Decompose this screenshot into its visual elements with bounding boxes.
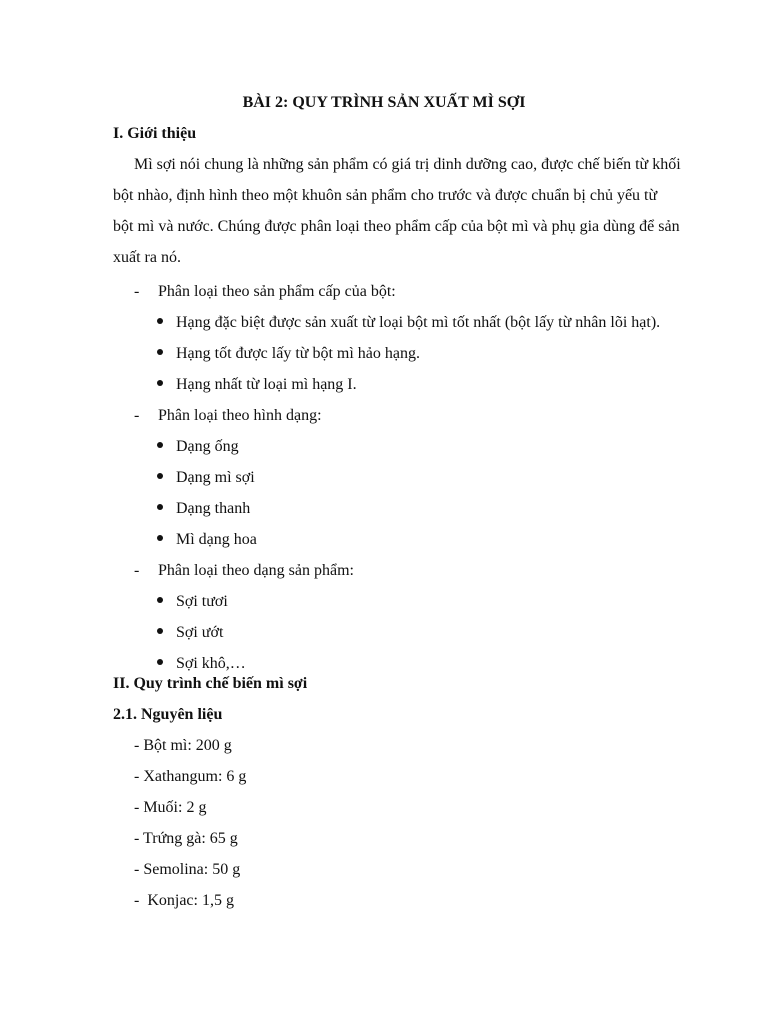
intro-line: Mì sợi nói chung là những sản phẩm có giá trị dinh dưỡng cao, được chế biến từ khối bbox=[134, 156, 681, 173]
list-item bbox=[157, 499, 250, 519]
list-item-text: Dạng mì sợi bbox=[176, 469, 255, 486]
list-item bbox=[157, 654, 246, 674]
list-item-text: Hạng nhất từ loại mì hạng I. bbox=[176, 376, 357, 393]
ingredient-item: - Xathangum: 6 g bbox=[134, 768, 247, 785]
list-item bbox=[157, 530, 257, 550]
dash-marker: - bbox=[134, 562, 140, 579]
bullet-icon bbox=[157, 442, 163, 448]
page-title: BÀI 2: QUY TRÌNH SẢN XUẤT MÌ SỢI bbox=[242, 94, 526, 111]
list-item bbox=[157, 313, 660, 333]
ingredient-item: - Trứng gà: 65 g bbox=[134, 830, 238, 847]
intro-line: bột nhào, định hình theo một khuôn sản phẩm cho trước và được chuẩn bị chủ yếu từ bbox=[113, 187, 658, 204]
list-item bbox=[157, 437, 239, 457]
ingredient-item: - Konjac: 1,5 g bbox=[134, 892, 234, 909]
bullet-icon bbox=[157, 628, 163, 634]
list-item-text: Dạng thanh bbox=[176, 500, 251, 517]
list-item-text: Sợi khô,… bbox=[176, 655, 246, 672]
bullet-icon bbox=[157, 380, 163, 386]
subsection-heading: 2.1. Nguyên liệu bbox=[113, 706, 223, 723]
list-item bbox=[157, 344, 420, 364]
bullet-icon bbox=[157, 473, 163, 479]
classification-group bbox=[134, 561, 354, 581]
bullet-icon bbox=[157, 535, 163, 541]
list-item bbox=[157, 375, 357, 395]
section-2-heading: II. Quy trình chế biến mì sợi bbox=[113, 675, 308, 692]
ingredient-item: - Muối: 2 g bbox=[134, 799, 207, 816]
bullet-icon bbox=[157, 659, 163, 665]
list-item-text: Sợi ướt bbox=[176, 624, 224, 641]
group-label: Phân loại theo hình dạng: bbox=[158, 407, 322, 424]
bullet-icon bbox=[157, 597, 163, 603]
list-item-text: Dạng ống bbox=[176, 438, 239, 455]
list-item-text: Hạng tốt được lấy từ bột mì hảo hạng. bbox=[176, 345, 420, 362]
ingredient-item: - Bột mì: 200 g bbox=[134, 737, 232, 754]
list-item-text: Sợi tươi bbox=[176, 593, 228, 610]
list-item bbox=[157, 623, 223, 643]
bullet-icon bbox=[157, 349, 163, 355]
list-item bbox=[157, 592, 228, 612]
bullet-icon bbox=[157, 318, 163, 324]
list-item bbox=[157, 468, 255, 488]
classification-group bbox=[134, 406, 322, 426]
group-label: Phân loại theo sản phẩm cấp của bột: bbox=[158, 283, 396, 300]
dash-marker: - bbox=[134, 407, 140, 424]
group-label: Phân loại theo dạng sản phẩm: bbox=[158, 562, 354, 579]
section-1-heading: I. Giới thiệu bbox=[113, 125, 197, 142]
intro-line: xuất ra nó. bbox=[113, 249, 181, 266]
bullet-icon bbox=[157, 504, 163, 510]
list-item-text: Hạng đặc biệt được sản xuất từ loại bột mì tốt nhất (bột lấy từ nhân lõi hạt). bbox=[176, 314, 661, 331]
list-item-text: Mì dạng hoa bbox=[176, 531, 257, 548]
classification-group bbox=[134, 282, 396, 302]
intro-line: bột mì và nước. Chúng được phân loại theo phẩm cấp của bột mì và phụ gia dùng để sản bbox=[113, 218, 680, 235]
ingredient-item: - Semolina: 50 g bbox=[134, 861, 241, 878]
dash-marker: - bbox=[134, 283, 140, 300]
